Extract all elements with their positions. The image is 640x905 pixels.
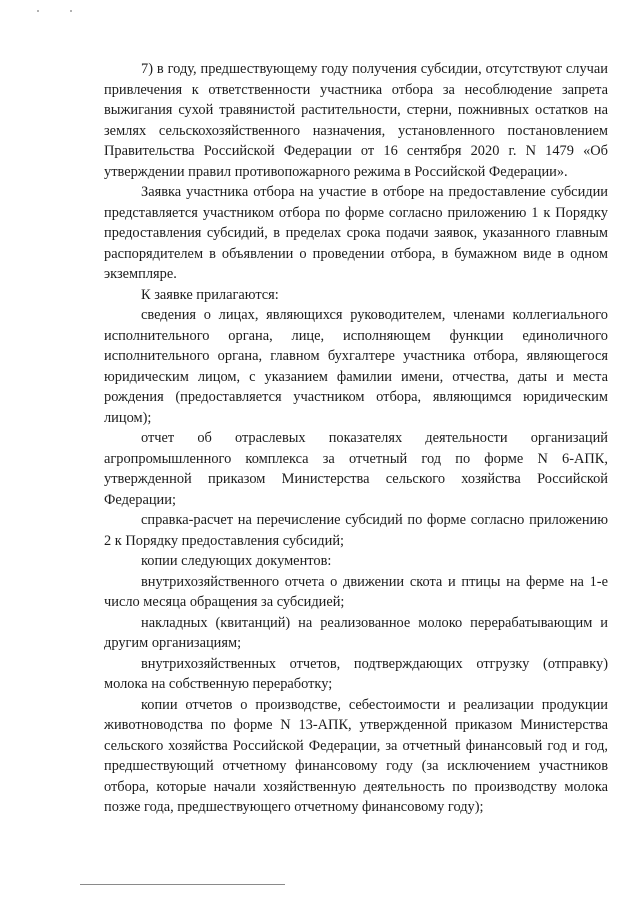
paragraph-livestock-report: внутрихозяйственного отчета о движении скота и птицы на ферме на 1-е число месяца обращения за субсидией; bbox=[104, 573, 608, 610]
scan-dot-mark bbox=[70, 10, 72, 12]
document-body bbox=[104, 59, 608, 818]
paragraph-attachments-intro: К заявке прилагаются: bbox=[141, 286, 279, 303]
paragraph-industry-report: отчет об отраслевых показателях деятельности организаций агропромышленного комплекса за отчетный год по форме N 6-АПК, утвержденной приказом Министерства сельского хозяйства Российской Федерации; bbox=[104, 430, 608, 508]
paragraph-application-submission: Заявка участника отбора на участие в отборе на предоставление субсидии представляется участником отбора по форме согласно приложению 1 к Порядку предоставления субсидий, в пределах срока подачи заявок, указанного главным распорядителем в объявлении о проведении отбора, в бумажном виде в одном экземпляре. bbox=[104, 184, 608, 282]
footnote-separator-line bbox=[80, 884, 285, 885]
paragraph-requirement-7: 7) в году, предшествующему году получения субсидии, отсутствуют случаи привлечения к ответственности участника отбора за несоблюдение запрета выжигания сухой травянистой растительности, стерни, пожнивных остатков на землях сельскохозяйственного назначения, установленного постановлением Правительства Российской Федерации от 16 сентября 2020 г. N 1479 «Об утверждении правил противопожарного режима в Российской Федерации». bbox=[104, 61, 608, 180]
paragraph-invoices: накладных (квитанций) на реализованное молоко перерабатывающим и другим организациям; bbox=[104, 614, 608, 651]
paragraph-document-copies-intro: копии следующих документов: bbox=[141, 553, 332, 569]
paragraph-shipment-reports: внутрихозяйственных отчетов, подтверждающих отгрузку (отправку) молока на собственную переработку; bbox=[104, 655, 608, 692]
paragraph-calculation-certificate: справка-расчет на перечисление субсидий по форме согласно приложению 2 к Порядку предоставления субсидий; bbox=[104, 512, 608, 549]
paragraph-production-reports: копии отчетов о производстве, себестоимости и реализации продукции животноводства по форме N 13-АПК, утвержденной приказом Министерства сельского хозяйства Российской Федерации, за отчетный финансовый год и год, предшествующий отчетному финансовому году (за исключением участников отбора, которые начали хозяйственную деятельность по производству молока позже года, предшествующего отчетному финансовому году); bbox=[104, 696, 608, 815]
paragraph-management-info: сведения о лицах, являющихся руководителем, членами коллегиального исполнительного органа, лице, исполняющем функции единоличного исполнительного органа, главном бухгалтере участника отбора, являющегося юридическим лицом, с указанием фамилии имени, отчества, даты и места рождения (предоставляется участником отбора, являющимся юридическим лицом); bbox=[104, 307, 608, 426]
scan-dot-mark bbox=[37, 10, 39, 12]
